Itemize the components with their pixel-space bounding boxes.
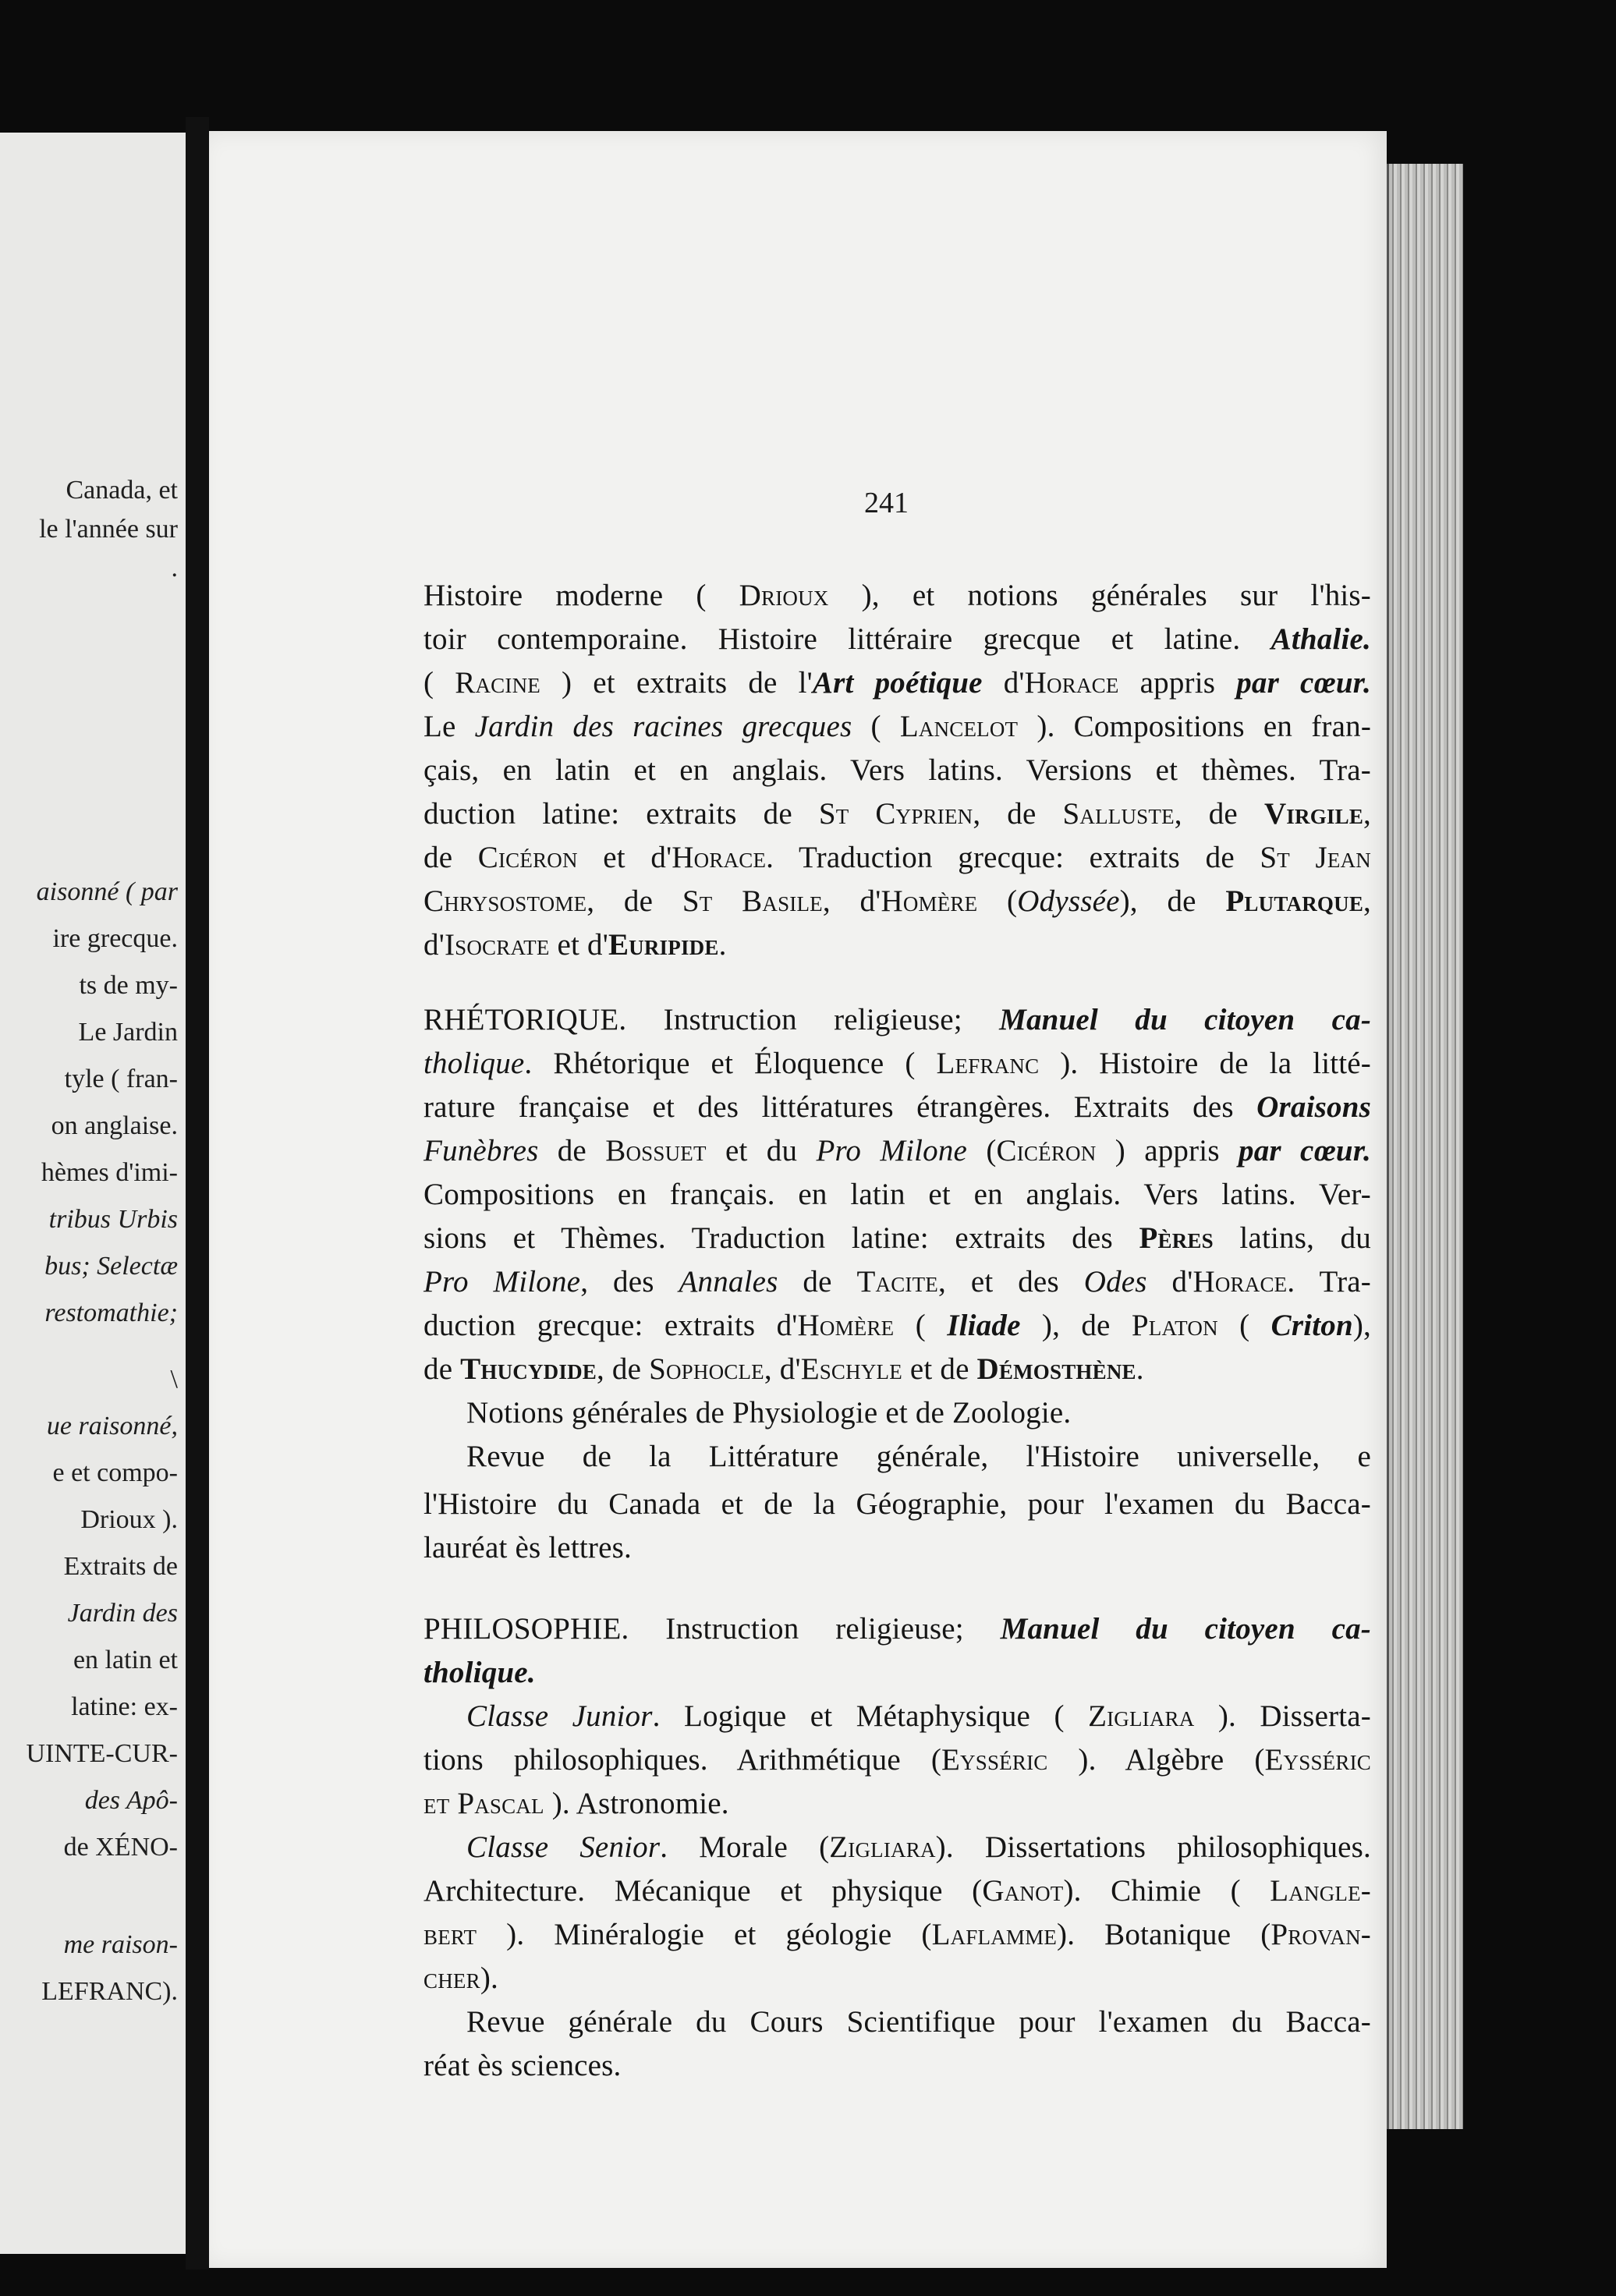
work-title: Art poétique (812, 666, 983, 700)
left-fragment-line: de XÉNO- (63, 1833, 178, 1862)
text-line (423, 709, 1371, 744)
work-title: Manuel du citoyen ca- (999, 1003, 1372, 1036)
text-run: , (1363, 884, 1371, 918)
text-line (423, 1786, 1371, 1821)
author-name: Horace (1193, 1265, 1288, 1299)
text-run: d' (423, 928, 445, 962)
text-run: ). Minéralogie et géologie ( (477, 1918, 932, 1951)
text-run: , de (587, 884, 682, 918)
text-run: et de (902, 1352, 977, 1386)
work-title: Pro Milone (816, 1134, 968, 1167)
text-run: ). Algèbre ( (1047, 1743, 1265, 1777)
left-fragment-line: Drioux ). (80, 1505, 178, 1534)
text-line (423, 622, 1371, 657)
work-title: Pro Milone (423, 1265, 581, 1299)
text-run: ) et extraits de l' (540, 666, 813, 700)
left-fragment-line: ts de my- (79, 971, 178, 1000)
text-run: ( (423, 666, 455, 700)
text-line: réat ès sciences. (423, 2049, 622, 2082)
text-run: . (718, 928, 727, 962)
text-run: . Rhétorique et Éloquence ( (524, 1047, 937, 1080)
author-name: Ganot (982, 1874, 1064, 1908)
left-fragment-line: me raison- (63, 1930, 178, 1959)
text-line: Notions générales de Physiologie et de Zoologie. (466, 1396, 1072, 1430)
text-line (466, 1830, 1371, 1865)
left-fragment-line: \ (170, 1365, 178, 1394)
text-run: . (1136, 1352, 1144, 1386)
text-run: . Traduction grecque: extraits de (766, 841, 1260, 874)
text-run: ), (1352, 1309, 1372, 1342)
work-title: Jardin des racines grecques (474, 710, 852, 743)
emphasis: par cœur. (1239, 1134, 1371, 1167)
text-run: sions et Thèmes. Traduction latine: extraits des (423, 1221, 1139, 1255)
author-name: Thucydide (460, 1352, 597, 1386)
text-run: ), de (1119, 884, 1226, 918)
work-title: Annales (679, 1265, 778, 1299)
author-name: Virgile (1263, 797, 1364, 831)
left-fragment-line: bus; Selectæ (44, 1252, 178, 1281)
text-run: de (423, 841, 478, 874)
text-line (423, 796, 1371, 831)
text-line (423, 884, 1371, 919)
page-number: 241 (864, 487, 909, 519)
left-fragment-line: ire grecque. (52, 924, 178, 953)
text-run: ( (977, 884, 1018, 918)
author-name: Cicéron (477, 841, 578, 874)
author-name: Drioux (739, 579, 829, 612)
left-fragment-line: UINTE-CUR- (26, 1739, 178, 1768)
text-run: appris (1118, 666, 1237, 700)
text-run: de (423, 1352, 461, 1386)
author-name: Zigliara (829, 1830, 936, 1864)
text-line (423, 1090, 1371, 1125)
left-fragment-line: des Apô- (84, 1786, 178, 1815)
work-title: Criton (1270, 1309, 1353, 1342)
text-run: ( (852, 710, 900, 743)
text-run: ). Compositions en fran- (1018, 710, 1372, 743)
text-run: , de (1174, 797, 1264, 831)
author-name: Horace (672, 841, 767, 874)
text-run: duction grecque: extraits d' (423, 1309, 798, 1342)
text-run: ). Botanique ( (1057, 1918, 1271, 1951)
text-line (423, 840, 1371, 875)
text-run: Le (423, 710, 475, 743)
author-name: bert (423, 1918, 477, 1951)
text-run: , de (973, 797, 1063, 831)
text-run: et du (706, 1134, 817, 1167)
text-run: . Logique et Métaphysique ( (652, 1699, 1089, 1733)
text-line (423, 1221, 1371, 1256)
author-name: Homère (797, 1309, 895, 1342)
text-line: l'Histoire du Canada et de la Géographie, pour l'examen du Bacca- (423, 1487, 1371, 1521)
work-title: Oraisons (1256, 1090, 1371, 1124)
text-line: çais, en latin et en anglais. Vers latins. Versions et thèmes. Tra- (423, 753, 1371, 787)
text-run: ). (480, 1961, 498, 1995)
left-fragment-line: en latin et (73, 1646, 178, 1674)
text-run: ( (1217, 1309, 1271, 1342)
left-fragment-line: le l'année sur (39, 515, 178, 544)
text-run: tions philosophiques. Arithmétique ( (423, 1743, 942, 1777)
work-title: tholique (423, 1047, 525, 1080)
left-fragment-line: hèmes d'imi- (41, 1158, 178, 1187)
text-run: toir contemporaine. Histoire littéraire grecque et latine. (423, 622, 1271, 656)
author-name: Salluste (1062, 797, 1175, 831)
emphasis: par cœur. (1236, 666, 1371, 700)
book-page-edges (1387, 164, 1463, 2129)
text-run: rature française et des littératures étrangères. Extraits des (423, 1090, 1257, 1124)
author-name: Eschyle (800, 1352, 902, 1386)
author-name: Platon (1131, 1309, 1218, 1342)
text-run: , des (580, 1265, 679, 1299)
text-run: , et des (938, 1265, 1084, 1299)
text-run: et d' (577, 841, 672, 874)
text-run: RHÉTORIQUE. Instruction religieuse; (423, 1003, 1000, 1036)
author-name: St Basile (682, 884, 823, 918)
author-name: cher (423, 1961, 480, 1995)
author-name: Bossuet (605, 1134, 707, 1167)
left-fragment-line: Extraits de (63, 1552, 178, 1581)
text-line: Revue générale du Cours Scientifique pour l'examen du Bacca- (466, 2005, 1371, 2039)
text-line (423, 665, 1371, 700)
author-name: Horace (1024, 666, 1119, 700)
text-run: et d' (549, 928, 608, 962)
text-line (423, 1133, 1371, 1168)
author-name: Sophocle (649, 1352, 764, 1386)
left-fragment-line: latine: ex- (71, 1692, 178, 1721)
left-fragment-line: . (171, 554, 178, 583)
author-name: Pères (1139, 1221, 1214, 1255)
text-line (423, 1961, 1371, 1996)
left-page-fragment (0, 133, 186, 2254)
text-line (423, 1917, 1371, 1952)
left-fragment-line: Canada, et (66, 476, 178, 505)
text-run: Histoire moderne ( (423, 579, 739, 612)
text-line (423, 1308, 1371, 1343)
text-run: , d' (764, 1352, 801, 1386)
author-name: Chrysostome (423, 884, 587, 918)
text-run: ). Disserta- (1194, 1699, 1371, 1733)
text-run: , d' (822, 884, 881, 918)
text-run: Architecture. Mécanique et physique ( (423, 1874, 983, 1908)
author-name: Tacite (856, 1265, 938, 1299)
text-run: ). Dissertations philosophiques. (935, 1830, 1372, 1864)
text-line (423, 927, 1371, 962)
text-line (423, 1264, 1371, 1299)
text-run: ), et notions générales sur l'his- (828, 579, 1371, 612)
work-title: Athalie. (1270, 622, 1371, 656)
book-gutter (186, 117, 209, 2269)
author-name: St Cyprien (818, 797, 973, 831)
text-line (423, 578, 1371, 613)
author-name: Lefranc (936, 1047, 1040, 1080)
text-line (423, 1742, 1371, 1777)
author-name: Cicéron (996, 1134, 1097, 1167)
text-run: ( (967, 1134, 997, 1167)
author-name: Racine (455, 666, 540, 700)
text-run: ), de (1020, 1309, 1132, 1342)
text-line: tholique. (423, 1656, 536, 1689)
book-page (209, 131, 1387, 2268)
author-name: Eysséric (1264, 1743, 1371, 1777)
left-fragment-line: aisonné ( par (36, 877, 178, 906)
left-fragment-line: tribus Urbis (48, 1205, 178, 1234)
text-line: lauréat ès lettres. (423, 1531, 632, 1564)
author-name: Eysséric (941, 1743, 1048, 1777)
text-run: . Morale ( (660, 1830, 830, 1864)
text-run: , (1363, 797, 1371, 831)
text-line (466, 1699, 1371, 1734)
text-line (423, 1873, 1371, 1908)
author-name: Laflamme (931, 1918, 1058, 1951)
work-title: Odyssée (1017, 884, 1120, 918)
left-fragment-line: Le Jardin (78, 1018, 178, 1047)
work-title: Funèbres (423, 1134, 539, 1167)
author-name: Zigliara (1088, 1699, 1195, 1733)
author-name: Isocrate (444, 928, 550, 962)
work-title: Odes (1083, 1265, 1147, 1299)
section-heading-rhetorique (423, 1002, 1371, 1037)
text-line (423, 1046, 1371, 1081)
author-name: Langle- (1270, 1874, 1371, 1908)
author-name: Plutarque (1225, 884, 1364, 918)
work-title: Iliade (947, 1309, 1021, 1342)
author-name: Provan- (1270, 1918, 1371, 1951)
author-name: St Jean (1260, 841, 1371, 874)
author-name: Lancelot (899, 710, 1019, 743)
text-run: ). Astronomie. (544, 1787, 729, 1820)
author-name: Démosthène (976, 1352, 1136, 1386)
text-run: . Tra- (1287, 1265, 1371, 1299)
text-line: Compositions en français. en latin et en anglais. Vers latins. Ver- (423, 1178, 1371, 1211)
text-run: ( (894, 1309, 948, 1342)
text-run: latins, du (1213, 1221, 1372, 1255)
section-heading-philosophie (423, 1611, 1371, 1646)
text-run: , de (597, 1352, 650, 1386)
left-fragment-line: tyle ( fran- (64, 1065, 178, 1093)
text-run: d' (982, 666, 1025, 700)
text-run: ) appris (1096, 1134, 1239, 1167)
text-run: ). Chimie ( (1063, 1874, 1270, 1908)
text-run: duction latine: extraits de (423, 797, 819, 831)
text-run: de (778, 1265, 857, 1299)
text-run: de (538, 1134, 606, 1167)
text-line (423, 1352, 1371, 1387)
left-fragment-line: restomathie; (44, 1299, 178, 1327)
author-name: Euripide (608, 928, 719, 962)
left-fragment-line: e et compo- (52, 1458, 178, 1487)
class-label: Classe Junior (466, 1699, 653, 1733)
text-run: ). Histoire de la litté- (1039, 1047, 1371, 1080)
author-name: et Pascal (423, 1787, 544, 1820)
left-fragment-line: on anglaise. (51, 1111, 178, 1140)
class-label: Classe Senior (466, 1830, 661, 1864)
text-run: d' (1146, 1265, 1193, 1299)
left-fragment-line: LEFRANC). (41, 1977, 178, 2006)
text-run: PHILOSOPHIE. Instruction religieuse; (423, 1612, 1001, 1646)
text-line: Revue de la Littérature générale, l'Histoire universelle, e (466, 1440, 1371, 1473)
left-fragment-line: Jardin des (67, 1599, 178, 1628)
left-fragment-line: ue raisonné, (46, 1412, 178, 1440)
author-name: Homère (881, 884, 978, 918)
work-title: Manuel du citoyen ca- (1000, 1612, 1371, 1646)
